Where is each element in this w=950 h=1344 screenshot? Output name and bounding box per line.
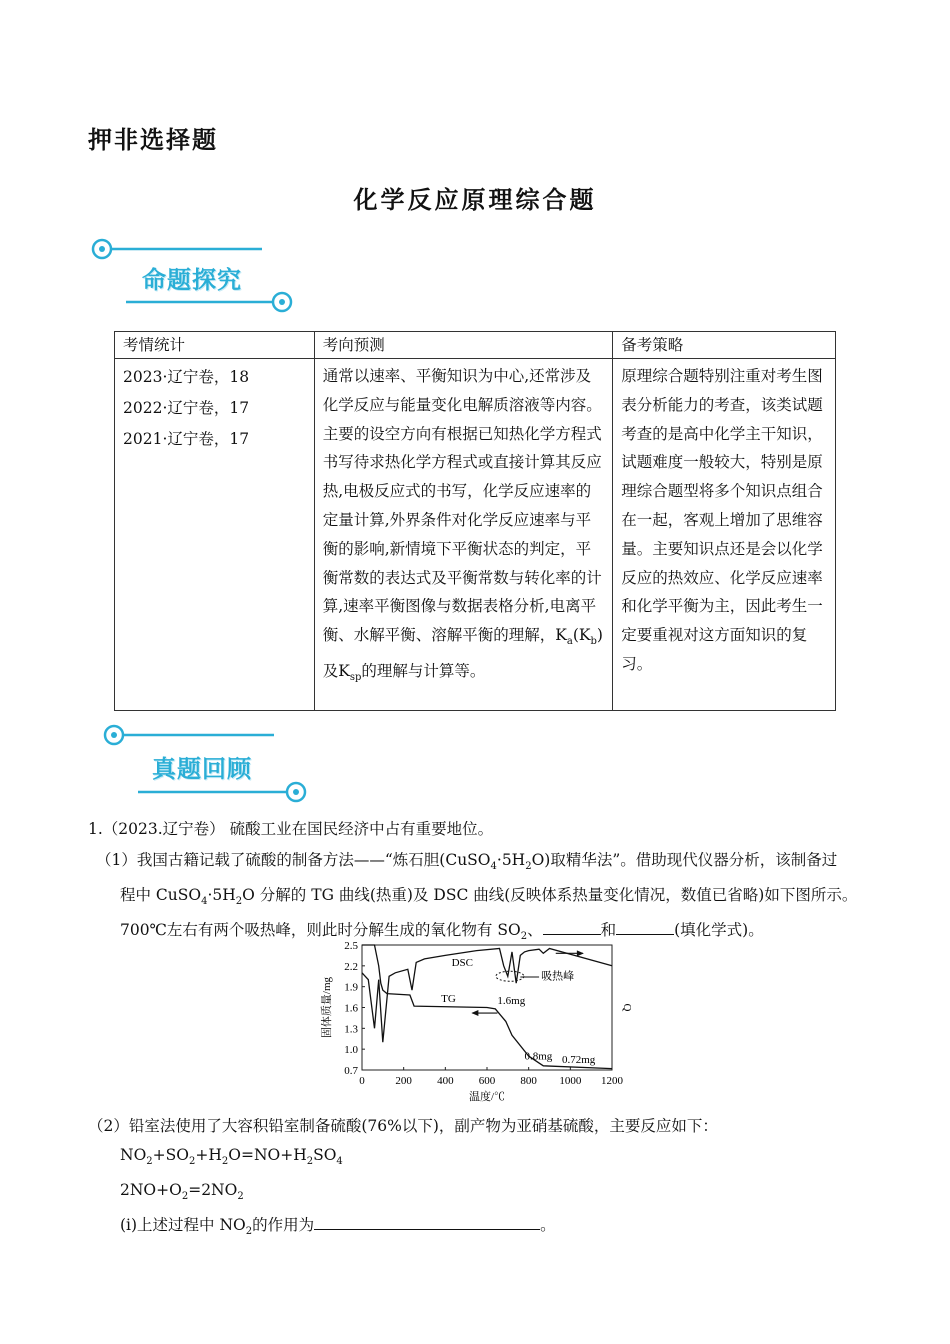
- x-tick-label: 600: [478, 1075, 496, 1087]
- table-header: 考情统计: [115, 332, 315, 359]
- forecast-tail: 的理解与计算等。: [361, 662, 486, 681]
- annotation-1-6mg: 1.6mg: [497, 995, 526, 1008]
- tg-dsc-chart: [310, 937, 640, 1107]
- text-span: 2NO+O: [120, 1181, 182, 1200]
- kb-subscript: b: [590, 636, 597, 648]
- table-header: 考向预测: [314, 332, 613, 359]
- kb-open: (K: [572, 626, 591, 645]
- ksp-subscript: sp: [349, 672, 362, 684]
- subscript: 4: [336, 1156, 343, 1168]
- answer-blank[interactable]: [314, 1213, 540, 1230]
- subscript: 2: [520, 931, 528, 943]
- stat-item: 2021·辽宁卷，17: [123, 430, 250, 448]
- subscript: 2: [146, 1156, 153, 1168]
- subscript: 2: [181, 1191, 189, 1203]
- series-line-dsc: [362, 949, 612, 1043]
- y-axis-label: 固体质量/mg: [321, 976, 333, 1039]
- forecast-cell: [314, 359, 613, 711]
- strategy-cell: 原理综合题特别注重对考生图表分析能力的考查，该类试题考查的是高中化学主干知识，试题难度一般较大，特别是原理综合题型将多个知识点组合在一起，客观上增加了思维容量。主要知识点还是会以化学反应的热效应、化学反应速率和化学平衡为主，因此考生一定要重视对这方面知识的复习。: [613, 359, 836, 711]
- banner-review: [102, 722, 314, 808]
- y-tick-label: 2.5: [344, 940, 358, 952]
- ka-symbol: K: [555, 626, 567, 645]
- exam-analysis-table: [114, 331, 836, 711]
- text-span: (填化学式)。: [674, 921, 764, 940]
- peak-highlight: [496, 971, 524, 981]
- annotation-0-72mg: 0.72mg: [562, 1054, 596, 1067]
- text-span: +H: [195, 1146, 222, 1164]
- subscript: 2: [235, 896, 243, 908]
- y-tick-label: 2.2: [344, 960, 358, 973]
- annotation-endothermic-peak: 吸热峰: [541, 970, 575, 983]
- subscript: 2: [188, 1156, 196, 1168]
- text-span: =2NO: [188, 1181, 238, 1200]
- subscript: 2: [237, 1191, 244, 1203]
- section-title: 押非选择题: [88, 126, 218, 154]
- x-tick-label: 200: [395, 1075, 412, 1087]
- annotation-tg: TG: [441, 992, 456, 1005]
- y-tick-label: 1.6: [344, 1002, 358, 1015]
- question-stem: 1.（2023.辽宁卷） 硫酸工业在国民经济中占有重要地位。: [88, 820, 494, 838]
- table-row: [115, 359, 836, 711]
- stats-cell: [115, 359, 315, 711]
- part1-line1: [96, 846, 886, 881]
- y-tick-label: 0.7: [344, 1065, 358, 1077]
- y-tick-label: 1.0: [344, 1044, 358, 1057]
- text-span: 的作用为: [252, 1216, 315, 1235]
- text-span: SO: [313, 1146, 337, 1164]
- x-tick-label: 0: [359, 1075, 365, 1087]
- annotation-0-8mg: 0.8mg: [524, 1050, 553, 1063]
- arrow-left-head: [471, 1010, 478, 1016]
- ksp-symbol: K: [338, 662, 350, 681]
- stat-item: 2022·辽宁卷，17: [123, 399, 250, 417]
- arrow-right-head: [577, 950, 584, 956]
- text-span: ·5H: [207, 886, 236, 905]
- equation-1: [88, 1141, 878, 1176]
- text-span: O=NO+H: [228, 1146, 307, 1164]
- subscript: 2: [525, 861, 532, 873]
- banner-explore-label: 命题探究: [142, 266, 242, 294]
- text-span: 、: [527, 921, 543, 940]
- y-tick-label: 1.3: [344, 1023, 358, 1036]
- equation-2: [88, 1176, 878, 1211]
- banner-explore: [90, 236, 300, 322]
- question-part2: [88, 1112, 878, 1246]
- text-span: 。: [540, 1216, 556, 1235]
- text-span: NO: [120, 1146, 147, 1164]
- text-span: (i)上述过程中 NO: [120, 1216, 246, 1235]
- y2-axis-label: Q: [621, 1003, 633, 1012]
- main-title: 化学反应原理综合题: [353, 186, 597, 214]
- subscript: 2: [245, 1226, 253, 1238]
- x-tick-label: 1000: [559, 1075, 582, 1087]
- question-i: [88, 1211, 878, 1246]
- text-span: 程中 CuSO: [120, 886, 202, 905]
- text-span: O 分解的 TG 曲线(热重)及 DSC 曲线(反映体系热量变化情况，数值已省略)如下图所示。: [242, 886, 858, 905]
- banner-review-label: 真题回顾: [152, 755, 252, 783]
- annotation-dsc: DSC: [451, 956, 473, 969]
- series-line-tg: [362, 945, 612, 1069]
- forecast-text: 通常以速率、平衡知识为中心,还常涉及化学反应与能量变化电解质溶液等内容。主要的设空方向有根据已知热化学方程式书写待求热化学方程式或直接计算其反应热,电极反应式的书写，化学反应速率的定量计算,外界条件对化学反应速率与平衡的影响,新情境下平衡状态的判定，平衡常数的表达式及平衡常数与转化率的计算,速率平衡图像与数据表格分析,电离平衡、水解平衡、溶解平衡的理解，: [322, 367, 602, 645]
- kb-close: )及: [322, 626, 603, 681]
- text-span: 和: [600, 921, 617, 940]
- x-axis-label: 温度/℃: [468, 1091, 506, 1103]
- stat-item: 2023·辽宁卷，18: [123, 368, 250, 386]
- subscript: 4: [490, 861, 497, 873]
- y-tick-label: 1.9: [344, 981, 358, 994]
- text-span: ·5H: [496, 851, 526, 869]
- x-tick-label: 800: [520, 1075, 537, 1087]
- ka-subscript: a: [566, 636, 573, 648]
- text-span: O)取精华法”。借助现代仪器分析，该制备过: [531, 851, 838, 869]
- text-span: （1）我国古籍记载了硫酸的制备方法——“炼石胆(CuSO: [96, 851, 491, 869]
- answer-blank[interactable]: [543, 918, 601, 935]
- subscript: 2: [221, 1156, 229, 1168]
- table-header: 备考策略: [613, 332, 836, 359]
- question-part1: [96, 846, 886, 951]
- table-header-row: [115, 332, 836, 359]
- x-tick-label: 400: [437, 1075, 454, 1087]
- text-span: 700℃左右有两个吸热峰，则此时分解生成的氧化物有 SO: [120, 921, 521, 940]
- text-span: +SO: [152, 1146, 189, 1164]
- part2-intro: （2）铅室法使用了大容积铅室制备硫酸(76%以下)，副产物为亚硝基硫酸，主要反应如下：: [88, 1117, 718, 1135]
- x-tick-label: 1200: [601, 1075, 623, 1087]
- subscript: 4: [201, 896, 208, 908]
- answer-blank[interactable]: [616, 918, 674, 935]
- subscript: 2: [306, 1156, 314, 1168]
- part1-line2: [96, 881, 886, 916]
